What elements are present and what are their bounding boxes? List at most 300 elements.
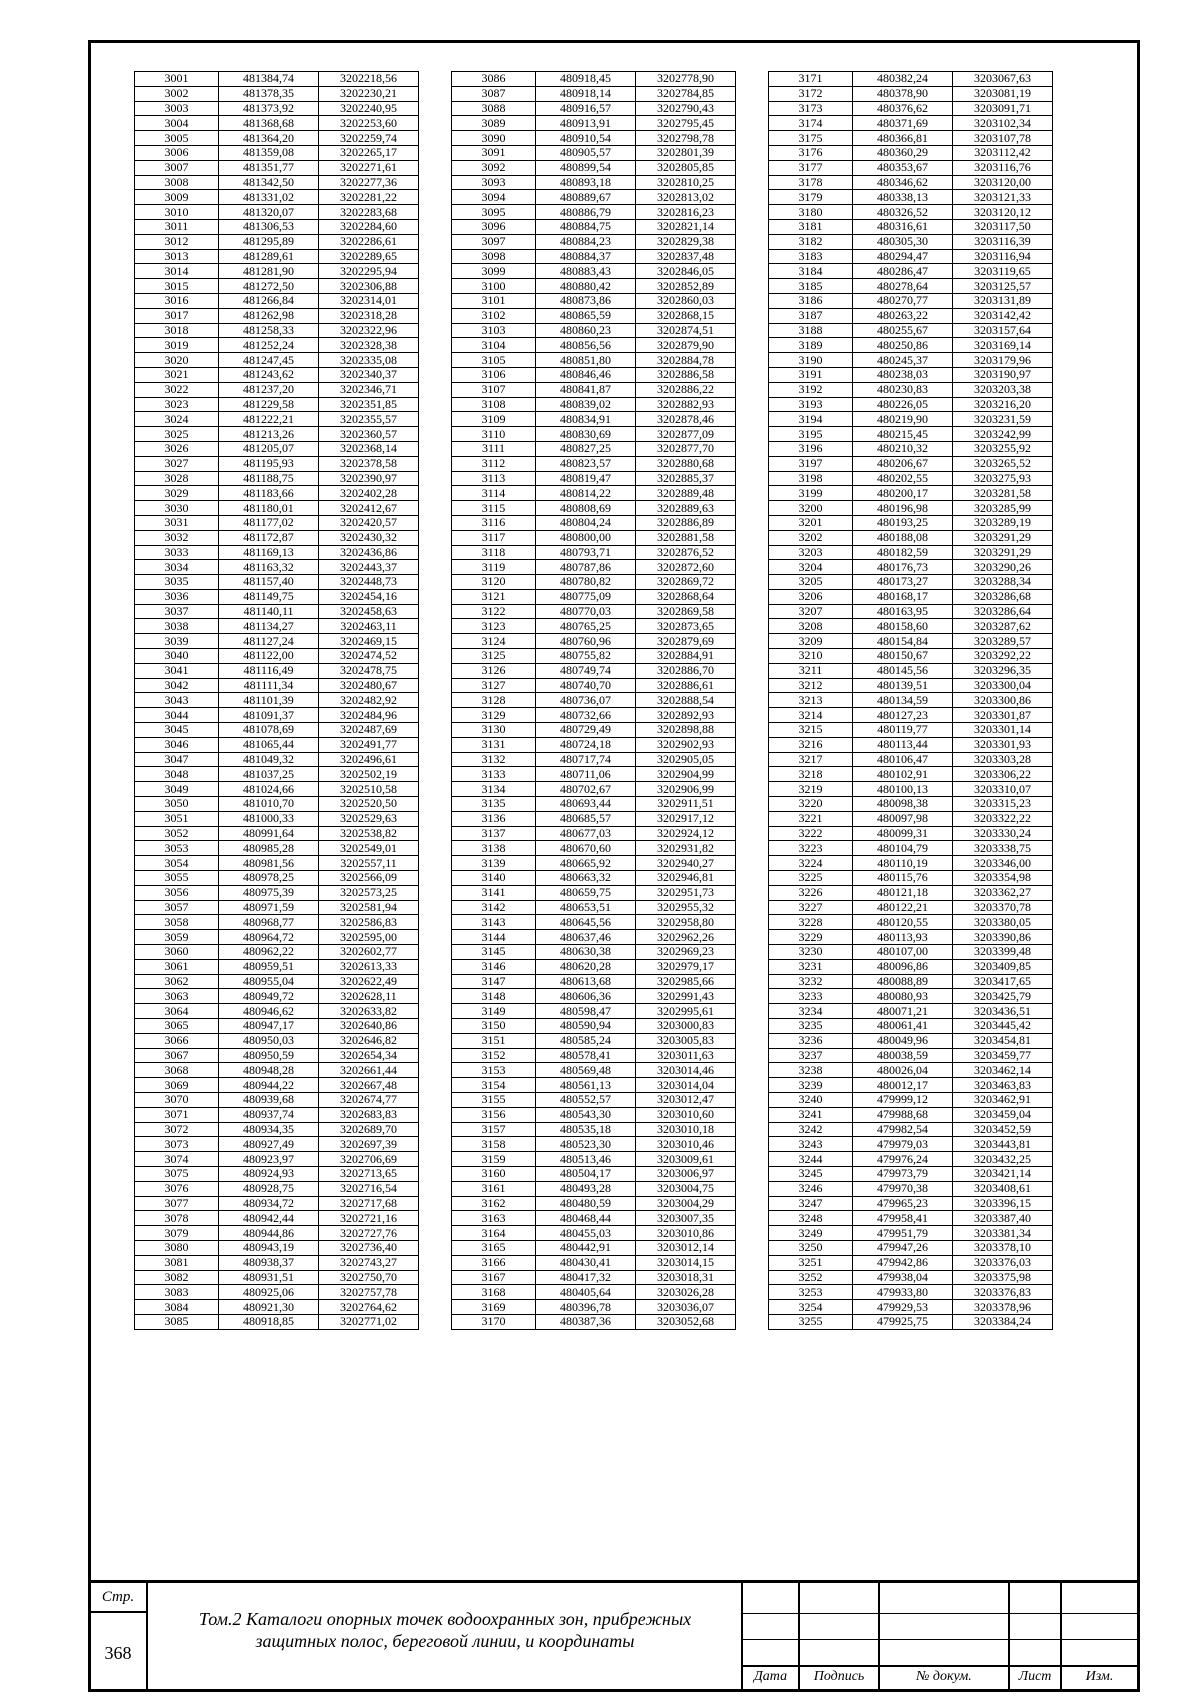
table-row [135,678,419,693]
table-row [135,471,419,486]
coordinate-y: 3203376,83 [953,1285,1053,1300]
coordinate-x: 481091,37 [219,708,319,723]
point-number: 3137 [452,826,536,841]
table-row [452,1196,736,1211]
coordinate-x: 481373,92 [219,101,319,116]
coordinate-y: 3202646,82 [319,1033,419,1048]
point-number: 3048 [135,767,219,782]
coordinate-y: 3203462,91 [953,1092,1053,1107]
table-row [769,634,1053,649]
coordinate-x: 479979,03 [853,1137,953,1152]
coordinate-x: 480905,57 [536,145,636,160]
coordinate-y: 3202283,68 [319,205,419,220]
table-row [452,515,736,530]
coordinate-x: 480841,87 [536,382,636,397]
coordinate-y: 3203052,68 [636,1314,736,1329]
table-row [769,560,1053,575]
coordinate-y: 3202259,74 [319,131,419,146]
point-number: 3096 [452,219,536,234]
coordinate-x: 479976,24 [853,1152,953,1167]
table-row [769,678,1053,693]
coordinate-x: 480918,45 [536,72,636,87]
point-number: 3091 [452,145,536,160]
point-number: 3193 [769,397,853,412]
coordinate-x: 481320,07 [219,205,319,220]
coordinate-x: 480176,73 [853,560,953,575]
coordinate-x: 480663,32 [536,871,636,886]
coordinate-x: 481384,74 [219,72,319,87]
coordinate-x: 480886,79 [536,205,636,220]
point-number: 3128 [452,693,536,708]
point-number: 3025 [135,427,219,442]
table-row [135,945,419,960]
coordinate-x: 480693,44 [536,797,636,812]
point-number: 3092 [452,160,536,175]
coordinate-y: 3202889,48 [636,486,736,501]
point-number: 3192 [769,382,853,397]
coordinate-x: 480787,86 [536,560,636,575]
table-row [452,1004,736,1019]
point-number: 3135 [452,797,536,812]
coordinate-y: 3202873,65 [636,619,736,634]
table-row [135,604,419,619]
coordinate-x: 480637,46 [536,930,636,945]
table-row [769,649,1053,664]
point-number: 3113 [452,471,536,486]
coordinate-x: 480975,39 [219,885,319,900]
coordinate-x: 480943,19 [219,1240,319,1255]
table-row [452,175,736,190]
table-row [135,1300,419,1315]
coordinate-x: 480346,62 [853,175,953,190]
table-row [135,959,419,974]
coordinate-y: 3202284,60 [319,219,419,234]
point-number: 3105 [452,353,536,368]
coordinate-y: 3202661,44 [319,1063,419,1078]
table-row [769,441,1053,456]
coordinate-y: 3202640,86 [319,1019,419,1034]
coordinate-x: 480893,18 [536,175,636,190]
table-row [135,797,419,812]
coordinate-y: 3203436,51 [953,1004,1053,1019]
coordinate-y: 3203303,28 [953,752,1053,767]
coordinate-x: 481163,32 [219,560,319,575]
coordinate-x: 480113,44 [853,737,953,752]
point-number: 3203 [769,545,853,560]
coordinate-y: 3203301,87 [953,708,1053,723]
coordinate-y: 3202979,17 [636,959,736,974]
coordinate-x: 480455,03 [536,1226,636,1241]
table-row [135,737,419,752]
table-row [452,205,736,220]
table-row [452,293,736,308]
table-row [135,649,419,664]
coordinate-x: 481237,20 [219,382,319,397]
table-row [769,1211,1053,1226]
table-row [769,116,1053,131]
coordinates-table-2 [451,71,736,1330]
table-row [769,86,1053,101]
point-number: 3014 [135,264,219,279]
coordinate-y: 3202633,82 [319,1004,419,1019]
point-number: 3112 [452,456,536,471]
coordinate-x: 480193,25 [853,515,953,530]
coordinate-y: 3202721,16 [319,1211,419,1226]
coordinate-x: 480938,37 [219,1255,319,1270]
coordinate-x: 480104,79 [853,841,953,856]
coordinate-x: 480950,59 [219,1048,319,1063]
point-number: 3132 [452,752,536,767]
table-row [769,308,1053,323]
coordinate-x: 480417,32 [536,1270,636,1285]
point-number: 3145 [452,945,536,960]
table-row [452,486,736,501]
point-number: 3159 [452,1152,536,1167]
point-number: 3034 [135,560,219,575]
table-row [452,338,736,353]
column-sheet: Лист [1018,1669,1052,1684]
coordinate-y: 3203012,47 [636,1092,736,1107]
point-number: 3115 [452,501,536,516]
coordinate-y: 3202674,77 [319,1092,419,1107]
table-row [769,1019,1053,1034]
coordinate-x: 480760,96 [536,634,636,649]
coordinate-x: 480971,59 [219,900,319,915]
coordinate-x: 480819,47 [536,471,636,486]
table-row [769,545,1053,560]
coordinate-y: 3203425,79 [953,989,1053,1004]
coordinate-x: 480238,03 [853,367,953,382]
coordinate-x: 480770,03 [536,604,636,619]
point-number: 3110 [452,427,536,442]
coordinate-x: 480134,59 [853,693,953,708]
coordinate-y: 3203010,46 [636,1137,736,1152]
coordinate-x: 480405,64 [536,1285,636,1300]
point-number: 3052 [135,826,219,841]
coordinate-y: 3203459,04 [953,1107,1053,1122]
table-row [769,693,1053,708]
table-row [452,841,736,856]
table-row [769,338,1053,353]
table-row [452,1285,736,1300]
point-number: 3114 [452,486,536,501]
point-number: 3168 [452,1285,536,1300]
table-row [769,1107,1053,1122]
point-number: 3079 [135,1226,219,1241]
point-number: 3252 [769,1270,853,1285]
coordinate-y: 3202868,64 [636,589,736,604]
point-number: 3010 [135,205,219,220]
table-row [135,708,419,723]
coordinate-x: 481351,77 [219,160,319,175]
table-row [135,323,419,338]
coordinate-y: 3202436,86 [319,545,419,560]
coordinate-y: 3203417,65 [953,974,1053,989]
point-number: 3223 [769,841,853,856]
coordinate-x: 480098,38 [853,797,953,812]
table-row [769,1092,1053,1107]
point-number: 3097 [452,234,536,249]
coordinate-y: 3203121,33 [953,190,1053,205]
point-number: 3133 [452,767,536,782]
coordinate-x: 481000,33 [219,811,319,826]
point-number: 3232 [769,974,853,989]
coordinate-x: 480991,64 [219,826,319,841]
coordinate-y: 3203018,31 [636,1270,736,1285]
table-row [452,1107,736,1122]
coordinate-x: 481378,35 [219,86,319,101]
coordinate-x: 480196,98 [853,501,953,516]
coordinate-x: 480755,82 [536,649,636,664]
table-row [452,752,736,767]
coordinate-y: 3203432,25 [953,1152,1053,1167]
coordinate-y: 3203315,23 [953,797,1053,812]
table-row [135,175,419,190]
table-row [135,1048,419,1063]
coordinate-x: 480139,51 [853,678,953,693]
coordinate-x: 481247,45 [219,353,319,368]
point-number: 3124 [452,634,536,649]
coordinate-y: 3202784,85 [636,86,736,101]
coordinate-y: 3202469,15 [319,634,419,649]
coordinate-x: 481116,49 [219,663,319,678]
table-row [769,619,1053,634]
table-row [769,811,1053,826]
table-row [135,367,419,382]
point-number: 3019 [135,338,219,353]
coordinate-x: 480099,31 [853,826,953,841]
coordinate-x: 480732,66 [536,708,636,723]
table-row [452,471,736,486]
table-row [135,634,419,649]
point-number: 3185 [769,279,853,294]
table-row [452,367,736,382]
coordinate-x: 480827,25 [536,441,636,456]
coordinate-x: 480096,86 [853,959,953,974]
coordinate-y: 3202474,52 [319,649,419,664]
coordinate-x: 480366,81 [853,131,953,146]
point-number: 3117 [452,530,536,545]
coordinate-y: 3202314,01 [319,293,419,308]
table-row [769,412,1053,427]
point-number: 3221 [769,811,853,826]
coordinate-y: 3202654,34 [319,1048,419,1063]
point-number: 3163 [452,1211,536,1226]
coordinate-y: 3202480,67 [319,678,419,693]
coordinate-y: 3203117,50 [953,219,1053,234]
point-number: 3061 [135,959,219,974]
coordinate-x: 480378,90 [853,86,953,101]
table-row [452,959,736,974]
coordinate-y: 3202520,50 [319,797,419,812]
coordinate-x: 481149,75 [219,589,319,604]
table-row [135,1092,419,1107]
coordinate-x: 480305,30 [853,234,953,249]
point-number: 3176 [769,145,853,160]
coordinate-y: 3202874,51 [636,323,736,338]
point-number: 3205 [769,575,853,590]
point-number: 3109 [452,412,536,427]
table-row [452,116,736,131]
point-number: 3016 [135,293,219,308]
coordinate-x: 480585,24 [536,1033,636,1048]
point-number: 3225 [769,871,853,886]
coordinate-x: 480119,77 [853,723,953,738]
table-row [769,1255,1053,1270]
coordinate-x: 480188,08 [853,530,953,545]
coordinate-x: 480523,30 [536,1137,636,1152]
table-row [135,693,419,708]
point-number: 3227 [769,900,853,915]
table-row [452,382,736,397]
table-row [769,279,1053,294]
coordinate-y: 3203290,26 [953,560,1053,575]
table-row [769,1181,1053,1196]
coordinate-x: 481172,87 [219,530,319,545]
coordinate-y: 3202905,05 [636,752,736,767]
point-number: 3233 [769,989,853,1004]
point-number: 3241 [769,1107,853,1122]
coordinate-y: 3203116,39 [953,234,1053,249]
table-row [769,131,1053,146]
table-row [135,382,419,397]
coordinate-x: 480504,17 [536,1166,636,1181]
coordinate-y: 3203010,18 [636,1122,736,1137]
table-row [452,737,736,752]
table-row [452,811,736,826]
coordinate-x: 479999,12 [853,1092,953,1107]
coordinate-y: 3203301,93 [953,737,1053,752]
point-number: 3008 [135,175,219,190]
coordinate-x: 481180,01 [219,501,319,516]
point-number: 3228 [769,915,853,930]
coordinate-x: 480145,56 [853,663,953,678]
table-row [769,175,1053,190]
point-number: 3001 [135,72,219,87]
point-number: 3207 [769,604,853,619]
point-number: 3253 [769,1285,853,1300]
coordinate-x: 480338,13 [853,190,953,205]
coordinate-y: 3202355,57 [319,412,419,427]
coordinate-x: 480168,17 [853,589,953,604]
table-row [769,856,1053,871]
coordinate-x: 479982,54 [853,1122,953,1137]
point-number: 3017 [135,308,219,323]
coordinate-x: 480163,95 [853,604,953,619]
table-row [769,959,1053,974]
point-number: 3196 [769,441,853,456]
coordinate-x: 481157,40 [219,575,319,590]
coordinate-y: 3202985,66 [636,974,736,989]
point-number: 3071 [135,1107,219,1122]
coordinate-y: 3202798,78 [636,131,736,146]
coordinate-x: 480740,70 [536,678,636,693]
table-row [769,737,1053,752]
coordinate-x: 480946,62 [219,1004,319,1019]
point-number: 3107 [452,382,536,397]
point-number: 3087 [452,86,536,101]
coordinate-y: 3202877,70 [636,441,736,456]
coordinate-x: 480122,21 [853,900,953,915]
coordinate-y: 3203462,14 [953,1063,1053,1078]
table-row [135,441,419,456]
table-row [769,1300,1053,1315]
table-row [135,86,419,101]
coordinate-x: 480569,48 [536,1063,636,1078]
coordinate-x: 480653,51 [536,900,636,915]
table-row [452,945,736,960]
table-row [452,1226,736,1241]
point-number: 3059 [135,930,219,945]
coordinate-y: 3202869,72 [636,575,736,590]
table-row [769,1033,1053,1048]
coordinate-y: 3202884,91 [636,649,736,664]
coordinate-x: 479965,23 [853,1196,953,1211]
table-row [769,797,1053,812]
point-number: 3143 [452,915,536,930]
coordinate-y: 3202448,73 [319,575,419,590]
coordinate-y: 3203445,42 [953,1019,1053,1034]
coordinate-x: 480038,59 [853,1048,953,1063]
table-row [769,1048,1053,1063]
table-row [769,900,1053,915]
point-number: 3242 [769,1122,853,1137]
point-number: 3165 [452,1240,536,1255]
point-number: 3053 [135,841,219,856]
point-number: 3226 [769,885,853,900]
coordinate-y: 3202586,83 [319,915,419,930]
table-row [452,693,736,708]
coordinate-y: 3203296,35 [953,663,1053,678]
point-number: 3057 [135,900,219,915]
coordinate-x: 480823,57 [536,456,636,471]
coordinate-y: 3203300,86 [953,693,1053,708]
coordinate-y: 3202281,22 [319,190,419,205]
point-number: 3187 [769,308,853,323]
point-number: 3238 [769,1063,853,1078]
table-row [769,1166,1053,1181]
coordinate-y: 3202906,99 [636,782,736,797]
coordinate-x: 480127,23 [853,708,953,723]
point-number: 3204 [769,560,853,575]
coordinate-x: 479951,79 [853,1226,953,1241]
coordinate-x: 480200,17 [853,486,953,501]
coordinate-y: 3203376,03 [953,1255,1053,1270]
coordinate-x: 480925,06 [219,1285,319,1300]
coordinate-y: 3202955,32 [636,900,736,915]
coordinate-x: 479925,75 [853,1314,953,1329]
coordinate-y: 3203014,04 [636,1078,736,1093]
coordinate-x: 480630,38 [536,945,636,960]
coordinate-x: 480910,54 [536,131,636,146]
point-number: 3088 [452,101,536,116]
table-row [769,249,1053,264]
point-number: 3220 [769,797,853,812]
point-number: 3050 [135,797,219,812]
coordinate-y: 3202931,82 [636,841,736,856]
point-number: 3249 [769,1226,853,1241]
coordinate-y: 3202402,28 [319,486,419,501]
coordinate-y: 3203375,98 [953,1270,1053,1285]
table-row [769,323,1053,338]
coordinate-x: 480934,72 [219,1196,319,1211]
table-row [135,1004,419,1019]
table-row [452,767,736,782]
table-row [135,1314,419,1329]
coordinate-y: 3203004,29 [636,1196,736,1211]
coordinate-x: 481331,02 [219,190,319,205]
coordinate-y: 3203010,86 [636,1226,736,1241]
